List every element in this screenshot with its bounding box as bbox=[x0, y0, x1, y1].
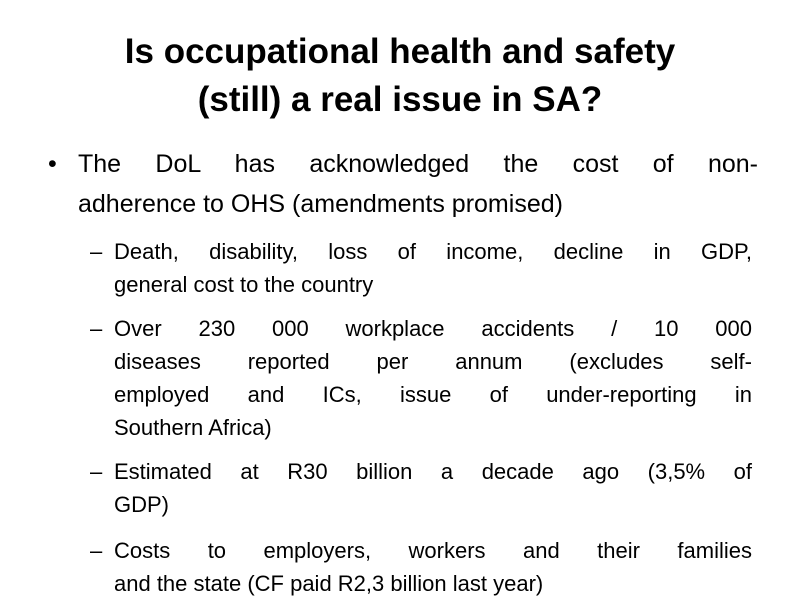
main-bullet-line-1: The DoL has acknowledged the cost of non- bbox=[78, 150, 758, 178]
sub-bullet-line: general cost to the country bbox=[114, 272, 374, 297]
sub-bullet-marker: – bbox=[90, 239, 103, 264]
sub-bullet-marker: – bbox=[90, 459, 103, 484]
sub-bullet-line: diseases reported per annum (excludes self- bbox=[114, 349, 752, 374]
bullet-marker: • bbox=[48, 150, 57, 178]
sub-bullet-text bbox=[114, 312, 752, 444]
sub-bullet-text bbox=[114, 235, 752, 301]
sub-bullet-line: Costs to employers, workers and their families bbox=[114, 538, 752, 563]
sub-bullet-marker: – bbox=[90, 316, 103, 341]
slide-title bbox=[30, 28, 770, 124]
sub-bullet-line: Estimated at R30 billion a decade ago (3,5% of bbox=[114, 459, 752, 484]
main-bullet-line-2: adherence to OHS (amendments promised) bbox=[78, 190, 563, 218]
sub-bullet-line: and the state (CF paid R2,3 billion last year) bbox=[114, 571, 544, 596]
sub-bullet-text bbox=[114, 534, 752, 600]
sub-bullet-line: Death, disability, loss of income, decline in GDP, bbox=[114, 239, 752, 264]
title-line-2: (still) a real issue in SA? bbox=[197, 80, 603, 119]
sub-bullet-line: Over 230 000 workplace accidents / 10 000 bbox=[114, 316, 752, 341]
main-bullet-text bbox=[78, 144, 758, 224]
sub-bullet-marker: – bbox=[90, 538, 103, 563]
sub-bullet-line: Southern Africa) bbox=[114, 415, 272, 440]
title-line-1: Is occupational health and safety bbox=[124, 32, 676, 71]
sub-bullet-line: GDP) bbox=[114, 492, 169, 517]
sub-bullet-text bbox=[114, 455, 752, 521]
sub-bullet-line: employed and ICs, issue of under-reporting in bbox=[114, 382, 752, 407]
